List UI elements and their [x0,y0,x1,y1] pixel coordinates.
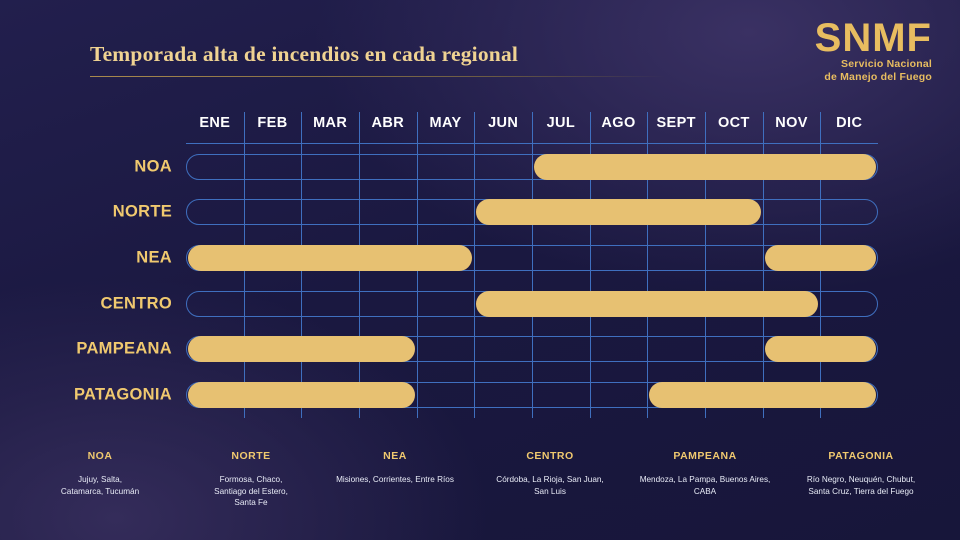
month-label-sept: SEPT [647,110,705,144]
legend-region-provinces: Misiones, Corrientes, Entre Ríos [336,475,454,484]
page-title: Temporada alta de incendios en cada regional [90,42,519,66]
logo-acronym: SNMF [814,16,932,60]
legend-region-name: NOA [87,450,113,462]
title-block [90,42,665,77]
month-label-abr: ABR [359,110,417,144]
chart-row-norte [112,190,878,236]
chart-row-patagonia [73,372,878,418]
legend-region-provinces: Formosa, Chaco, Santiago del Estero, Santa Fe [214,475,288,507]
month-label-jul: JUL [532,110,590,144]
legend-item-norte [186,450,316,509]
season-bar [188,245,472,271]
row-label-norte: NORTE [112,202,172,221]
legend-region-provinces: Jujuy, Salta, Catamarca, Tucumán [60,475,140,496]
chart-row-pampeana [76,327,878,373]
legend-region-name: CENTRO [526,450,574,462]
title-divider [90,76,665,77]
legend-region-name: NEA [383,450,407,462]
month-label-feb: FEB [244,110,302,144]
month-axis [186,110,878,144]
season-bar [476,291,818,317]
month-label-dic: DIC [820,110,878,144]
season-bar [765,336,876,362]
season-bar [765,245,876,271]
legend-item-pampeana [620,450,790,497]
row-label-patagonia: PATAGONIA [73,385,172,404]
legend-item-noa [30,450,170,497]
gantt-chart [73,110,878,418]
month-label-nov: NOV [763,110,821,144]
season-bar [188,382,415,408]
row-label-noa: NOA [134,157,172,176]
month-label-may: MAY [417,110,475,144]
logo-subtitle-line-2: de Manejo del Fuego [824,71,932,83]
season-bar [476,199,760,225]
legend-item-nea [310,450,480,486]
chart-row-nea [136,235,878,281]
legend-region-name: PATAGONIA [828,450,894,462]
region-legend [0,442,960,540]
chart-row-centro [100,281,878,327]
logo-subtitle-line-1: Servicio Nacional [841,58,932,70]
month-label-oct: OCT [705,110,763,144]
legend-item-centro [470,450,630,497]
season-bar [534,154,876,180]
legend-region-name: NORTE [231,450,271,462]
season-bar [649,382,876,408]
chart-grid [73,144,878,418]
row-label-centro: CENTRO [100,294,172,313]
month-label-ene: ENE [199,115,231,131]
month-label-jun: JUN [474,110,532,144]
chart-row-noa [134,144,878,190]
snmf-logo [815,18,932,84]
row-label-nea: NEA [136,248,172,267]
month-label-ago: AGO [590,110,648,144]
month-label-mar: MAR [301,110,359,144]
season-bar [188,336,415,362]
legend-item-patagonia [776,450,946,497]
legend-region-provinces: Mendoza, La Pampa, Buenos Aires, CABA [639,475,771,496]
row-label-pampeana: PAMPEANA [76,339,172,358]
legend-region-provinces: Río Negro, Neuquén, Chubut, Santa Cruz, Tierra del Fuego [806,475,916,496]
legend-region-name: PAMPEANA [673,450,737,462]
legend-region-provinces: Córdoba, La Rioja, San Juan, San Luis [496,475,604,496]
